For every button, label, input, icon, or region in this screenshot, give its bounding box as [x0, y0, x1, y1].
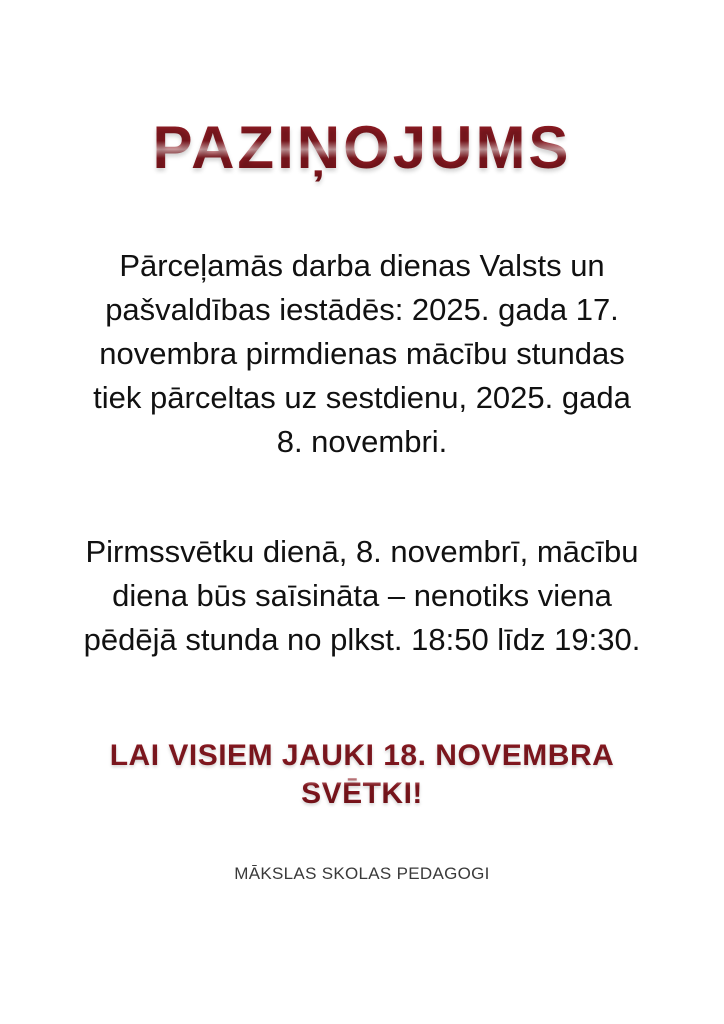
signature: MĀKSLAS SKOLAS PEDAGOGI [234, 864, 490, 883]
paragraph-line: novembra pirmdienas mācību stundas [99, 336, 625, 371]
paragraph-line: 8. novembri. [276, 424, 448, 459]
notice-paragraph-shortened-day [40, 530, 684, 662]
paragraph-line: diena būs saīsināta – nenotiks viena [112, 578, 612, 613]
paragraph-line: pašvaldības iestādēs: 2025. gada 17. [105, 292, 619, 327]
holiday-greeting [0, 737, 724, 813]
paragraph-line: Pirmssvētku dienā, 8. novembrī, mācību [85, 534, 639, 569]
paragraph-line: Pārceļamās darba dienas Valsts un [119, 248, 605, 283]
greeting-line: LAI VISIEM JAUKI 18. NOVEMBRA [109, 739, 615, 772]
paragraph-line: pēdējā stunda no plkst. 18:50 līdz 19:30. [83, 622, 641, 657]
greeting-line: SVĒTKI! [301, 777, 423, 810]
paragraph-line: tiek pārceltas uz sestdienu, 2025. gada [93, 380, 631, 415]
notice-title: PAZIŅOJUMS [0, 112, 724, 184]
notice-paragraph-rescheduled-days [40, 244, 684, 464]
